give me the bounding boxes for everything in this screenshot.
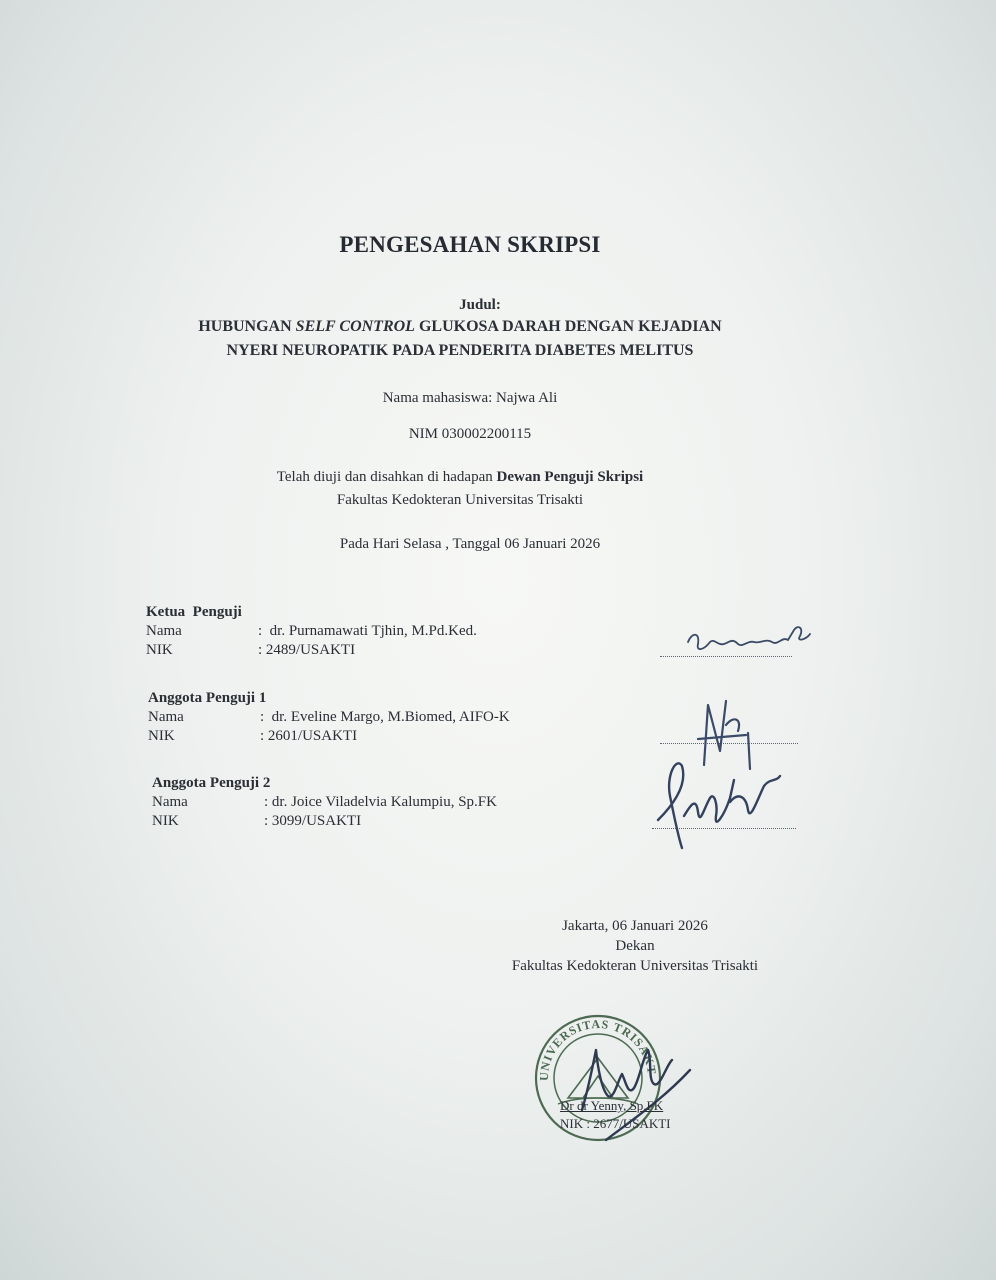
examiner-chair — [146, 604, 477, 660]
dean-nik: NIK : 2677/USAKTI — [560, 1116, 671, 1131]
judul-label: Judul: — [459, 297, 501, 313]
exam-date: Pada Hari Selasa , Tanggal 06 Januari 2026 — [339, 536, 601, 552]
examiner-name: : dr. Joice Viladelvia Kalumpiu, Sp.FK — [264, 794, 497, 810]
page-title: PENGESAHAN SKRIPSI — [339, 232, 601, 257]
thesis-title-italic: SELF CONTROL — [295, 318, 415, 335]
name-label: Nama — [146, 623, 182, 639]
examiner-member-1 — [148, 690, 510, 746]
examiner-name-row — [148, 708, 510, 727]
approval-statement-pre: Telah diuji dan disahkan di hadapan — [276, 469, 497, 485]
student-nim: NIM 030002200115 — [408, 426, 532, 442]
examiner-role: Anggota Penguji 1 — [148, 690, 267, 706]
dean-place-date: Jakarta, 06 Januari 2026 — [562, 918, 708, 934]
examiner-name: : dr. Eveline Margo, M.Biomed, AIFO-K — [260, 709, 510, 725]
seal-text: UNIVERSITAS TRISAKTI — [525, 997, 660, 1082]
dean-name: Dr dr Yenny, Sp.FK — [560, 1098, 664, 1113]
signature-dean — [562, 1030, 712, 1150]
examiner-name: : dr. Purnamawati Tjhin, M.Pd.Ked. — [258, 623, 477, 639]
examiner-nik: : 3099/USAKTI — [264, 813, 362, 829]
approval-board: Dewan Penguji Skripsi — [496, 469, 644, 485]
nik-label: NIK — [152, 813, 179, 829]
signature-member-2 — [652, 756, 792, 856]
signature-chair — [682, 620, 822, 660]
name-label: Nama — [148, 709, 184, 725]
examiner-role: Anggota Penguji 2 — [152, 775, 271, 791]
thesis-title-line-1 — [0, 318, 920, 336]
student-name: Nama mahasiswa: Najwa Ali — [382, 390, 558, 406]
examiner-name-row — [146, 622, 477, 641]
examiner-nik: : 2601/USAKTI — [260, 728, 358, 744]
examiner-member-2 — [152, 775, 497, 831]
examiner-nik-row — [146, 641, 477, 660]
nik-label: NIK — [148, 728, 175, 744]
faculty-name: Fakultas Kedokteran Universitas Trisakti — [336, 492, 584, 508]
dean-title: Dekan — [615, 938, 655, 954]
examiner-nik: : 2489/USAKTI — [258, 642, 356, 658]
examiner-nik-row — [152, 812, 497, 831]
thesis-title-post: GLUKOSA DARAH DENGAN KEJADIAN — [414, 318, 722, 335]
nik-label: NIK — [146, 642, 173, 658]
thesis-title-line-2: NYERI NEUROPATIK PADA PENDERITA DIABETES MELITUS — [226, 342, 694, 359]
examiner-name-row — [152, 793, 497, 812]
thesis-title-pre: HUBUNGAN — [198, 318, 296, 335]
examiner-role: Ketua Penguji — [146, 604, 242, 620]
approval-statement — [0, 469, 920, 486]
name-label: Nama — [152, 794, 188, 810]
dean-faculty: Fakultas Kedokteran Universitas Trisakti — [511, 958, 759, 974]
examiner-nik-row — [148, 727, 510, 746]
